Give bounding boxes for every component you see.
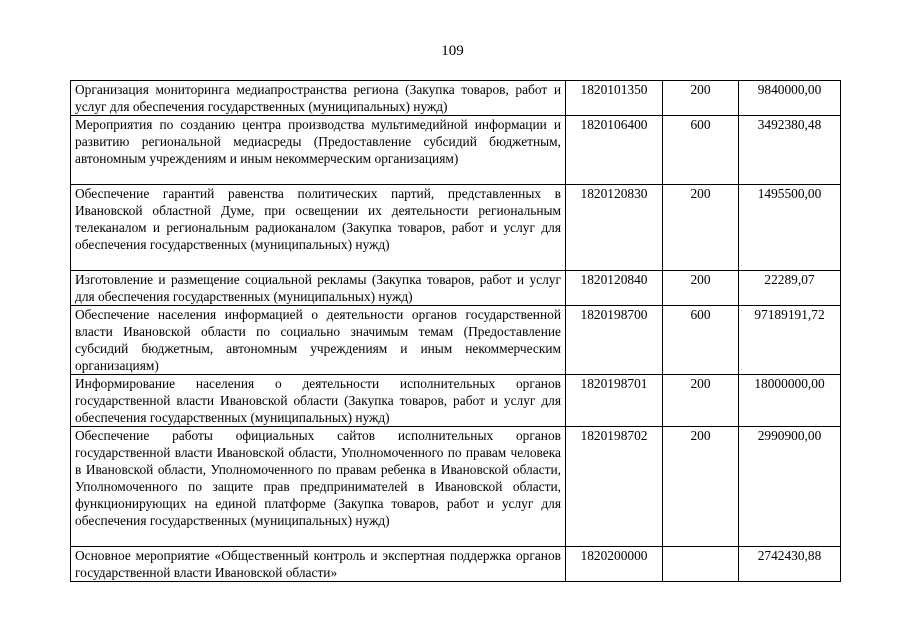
row-expense-type: 600 (663, 116, 739, 185)
row-description: Обеспечение населения информацией о деятельности органов государственной власти Ивановской области по социально значимым темам (Предоставление субсидий бюджетным, автономным учреждениям и иным некоммерческим организациям) (71, 306, 566, 375)
table-row (71, 271, 841, 306)
row-amount: 18000000,00 (739, 375, 841, 427)
row-expense-type: 200 (663, 427, 739, 547)
row-description: Информирование населения о деятельности исполнительных органов государственной власти Ивановской области (Закупка товаров, работ и услуг для обеспечения государственных (муниципальных) нужд) (71, 375, 566, 427)
row-expense-type (663, 547, 739, 582)
table-row (71, 375, 841, 427)
row-target-code: 1820106400 (566, 116, 663, 185)
row-expense-type: 200 (663, 81, 739, 116)
row-target-code: 1820198700 (566, 306, 663, 375)
row-amount: 2742430,88 (739, 547, 841, 582)
row-amount: 9840000,00 (739, 81, 841, 116)
table-row (71, 185, 841, 271)
row-description: Основное мероприятие «Общественный контроль и экспертная поддержка органов государственной власти Ивановской области» (71, 547, 566, 582)
row-description: Изготовление и размещение социальной рекламы (Закупка товаров, работ и услуг для обеспечения государственных (муниципальных) нужд) (71, 271, 566, 306)
row-amount: 1495500,00 (739, 185, 841, 271)
page-number: 109 (441, 43, 464, 59)
row-amount: 2990900,00 (739, 427, 841, 547)
row-amount: 97189191,72 (739, 306, 841, 375)
table-row (71, 427, 841, 547)
row-target-code: 1820198702 (566, 427, 663, 547)
row-expense-type: 200 (663, 375, 739, 427)
table-row (71, 547, 841, 582)
row-expense-type: 600 (663, 306, 739, 375)
row-description: Обеспечение гарантий равенства политических партий, представленных в Ивановской областной Думе, при освещении их деятельности региональным телеканалом и региональным радиоканалом (Закупка товаров, работ и услуг для обеспечения государственных (муниципальных) нужд) (71, 185, 566, 271)
budget-table (70, 80, 841, 582)
row-amount: 3492380,48 (739, 116, 841, 185)
row-amount: 22289,07 (739, 271, 841, 306)
row-target-code: 1820101350 (566, 81, 663, 116)
table-row (71, 116, 841, 185)
row-description: Организация мониторинга медиапространства региона (Закупка товаров, работ и услуг для обеспечения государственных (муниципальных) нужд) (71, 81, 566, 116)
row-description: Обеспечение работы официальных сайтов исполнительных органов государственной власти Ивановской области, Уполномоченного по правам человека в Ивановской области, Уполномоченного по правам ребенка в Ивановской области, Уполномоченного по защите прав предпринимателей в Ивановской области, функционирующих на единой платформе (Закупка товаров, работ и услуг для обеспечения государственных (муниципальных) нужд) (71, 427, 566, 547)
row-target-code: 1820200000 (566, 547, 663, 582)
row-target-code: 1820120840 (566, 271, 663, 306)
row-expense-type: 200 (663, 271, 739, 306)
row-target-code: 1820198701 (566, 375, 663, 427)
row-description: Мероприятия по созданию центра производства мультимедийной информации и развитию региональной медиасреды (Предоставление субсидий бюджетным, автономным учреждениям и иным некоммерческим организациям) (71, 116, 566, 185)
table-row (71, 306, 841, 375)
row-target-code: 1820120830 (566, 185, 663, 271)
row-expense-type: 200 (663, 185, 739, 271)
table-row (71, 81, 841, 116)
